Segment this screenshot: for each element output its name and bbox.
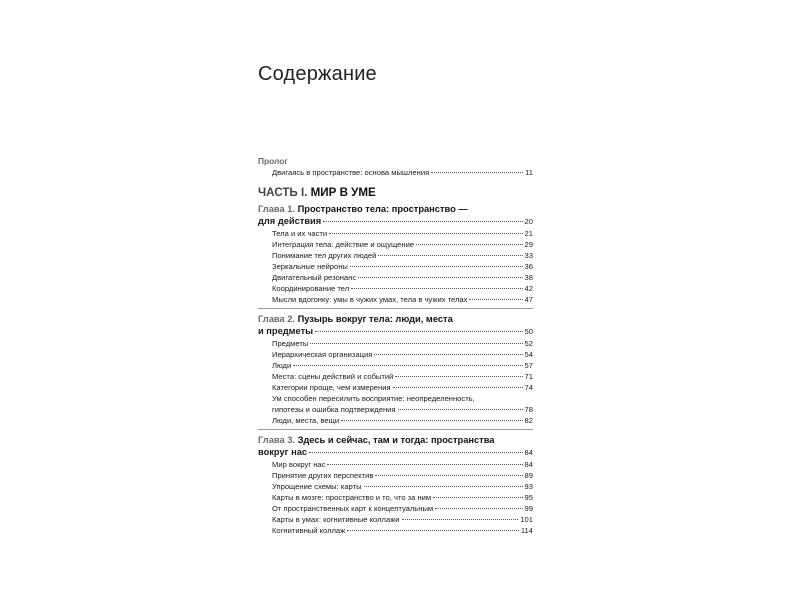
toc-entry-title: Категории проще, чем измерения	[272, 383, 391, 392]
page-title: Содержание	[258, 63, 377, 85]
dot-leader	[431, 172, 523, 173]
prolog-heading: Пролог	[258, 156, 288, 166]
toc-entry-title: Предметы	[272, 339, 309, 348]
toc-entry[interactable]	[258, 382, 533, 393]
toc-entry-title: Мир вокруг нас	[272, 460, 326, 469]
toc-entry-page: 84	[524, 460, 533, 469]
dot-leader	[327, 464, 522, 465]
dot-leader	[375, 475, 522, 476]
toc-entry-title: Принятие других перспектив	[272, 471, 374, 480]
toc-entry-page: 29	[524, 240, 533, 249]
toc-entry-title: От пространственных карт к концептуальным	[272, 504, 434, 513]
toc-entry-title: Понимание тел других людей	[272, 251, 377, 260]
dot-leader	[398, 409, 523, 410]
chapter-label: Глава 1.	[258, 204, 295, 214]
toc-entry[interactable]	[258, 250, 533, 261]
toc-entry-first-line[interactable]	[258, 393, 533, 404]
toc-entry-page: 101	[520, 515, 533, 524]
toc-entry[interactable]	[258, 481, 533, 492]
toc-entry[interactable]	[258, 492, 533, 503]
chapter-heading[interactable]	[258, 313, 533, 325]
dot-leader	[341, 420, 522, 421]
toc-entry[interactable]	[258, 272, 533, 283]
dot-leader	[378, 255, 522, 256]
toc-entry[interactable]	[258, 459, 533, 470]
table-of-contents	[258, 156, 533, 536]
toc-entry[interactable]	[258, 283, 533, 294]
chapter-label: Глава 2.	[258, 314, 295, 324]
toc-entry-title: Карты в мозге: пространство и то, что за ним	[272, 493, 432, 502]
toc-entry-page: 82	[524, 416, 533, 425]
toc-entry-title: Люди	[272, 361, 292, 370]
toc-entry-title: Упрощение схемы: карты	[272, 482, 362, 491]
toc-entry-title: Тела и их части	[272, 229, 328, 238]
toc-entry-page: 47	[524, 295, 533, 304]
dot-leader	[347, 530, 519, 531]
dot-leader	[350, 266, 523, 267]
dot-leader	[469, 299, 522, 300]
toc-entry[interactable]	[258, 514, 533, 525]
dot-leader	[309, 452, 522, 453]
toc-entry-title: Когнитивный коллаж	[272, 526, 346, 535]
chapter-title-line2-row[interactable]	[258, 446, 533, 459]
toc-entry-title: Двигаясь в пространстве: основа мышления	[272, 168, 430, 177]
toc-entry[interactable]	[258, 167, 533, 178]
toc-entry-page: 33	[524, 251, 533, 260]
chapter-heading[interactable]	[258, 203, 533, 215]
toc-entry[interactable]	[258, 338, 533, 349]
toc-entry[interactable]	[258, 228, 533, 239]
dot-leader	[323, 221, 522, 222]
toc-entry[interactable]	[258, 239, 533, 250]
chapter-heading[interactable]	[258, 434, 533, 446]
toc-entry-page: 42	[524, 284, 533, 293]
toc-entry-title: Иерархическая организация	[272, 350, 373, 359]
toc-entry-page: 36	[524, 262, 533, 271]
toc-entry[interactable]	[258, 415, 533, 426]
dot-leader	[351, 288, 522, 289]
toc-entry[interactable]	[258, 470, 533, 481]
toc-entry[interactable]	[258, 349, 533, 360]
toc-entry-page: 57	[524, 361, 533, 370]
chapter-title-line2-row[interactable]	[258, 215, 533, 228]
toc-entry-page: 99	[524, 504, 533, 513]
toc-entry-page: 54	[524, 350, 533, 359]
toc-entry-page: 78	[524, 405, 533, 414]
dot-leader	[402, 519, 519, 520]
chapter-page: 50	[524, 327, 533, 336]
chapter-title-line2: и предметы	[258, 326, 314, 336]
chapter-title-line1: Здесь и сейчас, там и тогда: пространства	[297, 435, 495, 445]
dot-leader	[329, 233, 522, 234]
toc-entry-title: Координирование тел	[272, 284, 350, 293]
dot-leader	[416, 244, 522, 245]
section-divider	[258, 308, 533, 309]
part-number: ЧАСТЬ I.	[258, 186, 308, 199]
chapter-title-line2-row[interactable]	[258, 325, 533, 338]
chapter-page: 84	[524, 448, 533, 457]
dot-leader	[435, 508, 522, 509]
chapter-title-line2: вокруг нас	[258, 447, 308, 457]
dot-leader	[395, 376, 522, 377]
toc-entry-page: 114	[520, 526, 533, 535]
dot-leader	[393, 387, 523, 388]
dot-leader	[433, 497, 522, 498]
toc-entry-page: 21	[524, 229, 533, 238]
toc-entry[interactable]	[258, 371, 533, 382]
toc-entry[interactable]	[258, 360, 533, 371]
dot-leader	[364, 486, 523, 487]
chapter-label: Глава 3.	[258, 435, 295, 445]
section-divider	[258, 429, 533, 430]
toc-entry[interactable]	[258, 294, 533, 305]
chapter-title-line1: Пространство тела: пространство —	[297, 204, 468, 214]
toc-entry-title: Ум способен пересилить восприятие: неопределенность,	[272, 394, 475, 403]
toc-entry-title: Места: сцены действий и событий	[272, 372, 394, 381]
toc-entry-page: 74	[524, 383, 533, 392]
toc-entry[interactable]	[258, 261, 533, 272]
toc-entry-title: Двигательный резонанс	[272, 273, 357, 282]
toc-entry-title: Люди, места, вещи	[272, 416, 340, 425]
toc-entry-page: 89	[524, 471, 533, 480]
part-title: МИР В УМЕ	[310, 186, 376, 199]
dot-leader	[358, 277, 522, 278]
part-heading	[258, 187, 533, 198]
toc-entry-page: 38	[524, 273, 533, 282]
toc-entry-page: 52	[524, 339, 533, 348]
chapter-title-line1: Пузырь вокруг тела: люди, места	[297, 314, 453, 324]
dot-leader	[293, 365, 522, 366]
toc-entry-page: 71	[524, 372, 533, 381]
toc-entry-title: Зеркальные нейроны	[272, 262, 348, 271]
dot-leader	[310, 343, 522, 344]
toc-entry[interactable]	[258, 525, 533, 536]
toc-entry-title-continued: гипотезы и ошибка подтверждения	[272, 405, 396, 414]
chapter-title-line2: для действия	[258, 216, 322, 226]
toc-entry-page: 95	[524, 493, 533, 502]
toc-entry-title: Интеграция тела: действие и ощущение	[272, 240, 415, 249]
chapter-page: 20	[524, 217, 533, 226]
toc-entry[interactable]	[258, 404, 533, 415]
dot-leader	[315, 331, 522, 332]
toc-entry-page: 93	[524, 482, 533, 491]
toc-entry-title: Мысли вдогонку: умы в чужих умах, тела в чужих телах	[272, 295, 468, 304]
toc-entry-title: Карты в умах: когнитивные коллажи	[272, 515, 400, 524]
dot-leader	[374, 354, 522, 355]
toc-entry-page: 11	[525, 168, 533, 177]
toc-entry[interactable]	[258, 503, 533, 514]
